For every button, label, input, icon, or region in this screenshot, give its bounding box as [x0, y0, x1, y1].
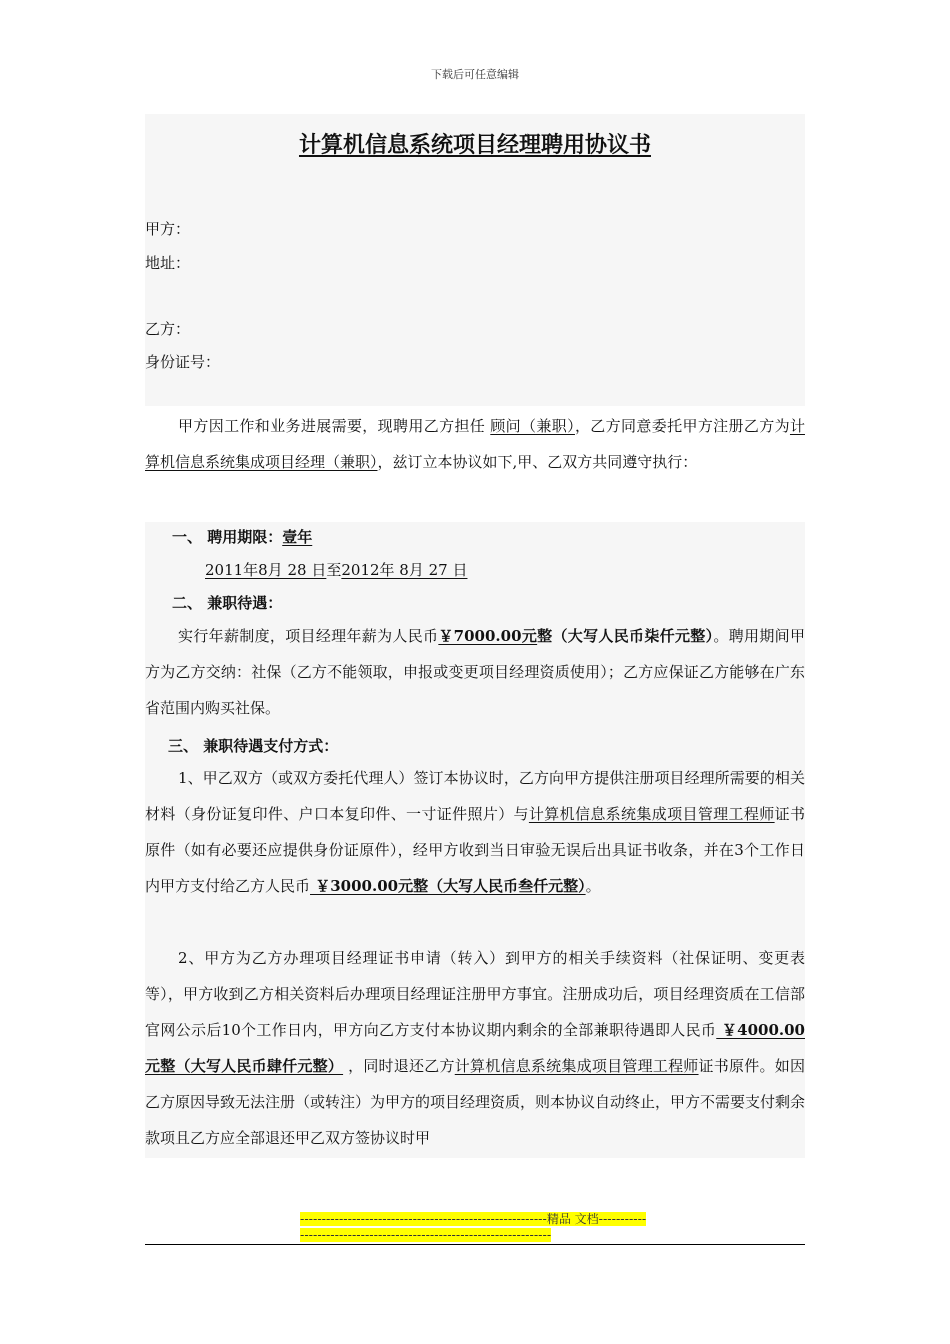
footer-watermark: ---------------------------------------------------------精品 文档--------------------------------------------------------------------- [300, 1212, 647, 1242]
position-title: 顾问（兼职） [490, 417, 575, 435]
intro-paragraph: 甲方因工作和业务进展需要，现聘用乙方担任 顾问（兼职），乙方同意委托甲方注册乙方为计算机信息系统集成项目经理（兼职），兹订立本协议如下,甲、乙双方共同遵守执行： [145, 417, 805, 471]
payment-clause-1: 1、甲乙双方（或双方委托代理人）签订本协议时，乙方向甲方提供注册项目经理所需要的相关材料（身份证复印件、户口本复印件、一寸证件照片）与计算机信息系统集成项目管理工程师证书原件（如有必要还应提供身份证原件），经甲方收到当日审验无误后出具证书收条，并在3个工作日内甲方支付给乙方人民币 ￥3000.00元整（大写人民币叁仟元整）。 [145, 769, 805, 895]
first-payment-amount: ￥3000.00元整（大写人民币叁仟元整） [310, 877, 586, 895]
payment-clause-2: 2、甲方为乙方办理项目经理证书申请（转入）到甲方的相关手续资料（社保证明、变更表等），甲方收到乙方相关资料后办理项目经理证注册甲方事宜。注册成功后，项目经理资质在工信部官网公示后10个工作日内，甲方向乙方支付本协议期内剩余的全部兼职待遇即人民币 ￥4000.00元整（大写人民币肆仟元整） ，同时退还乙方计算机信息系统集成项目管理工程师证书原件。如因乙方原因导致无法注册（或转注）为甲方的项目经理资质，则本协议自动终止，甲方不需要支付剩余款项且乙方应全部退还甲乙双方签协议时甲 [145, 949, 806, 1147]
id-number-label: 身份证号： [145, 353, 221, 371]
annual-salary-amount: ￥7000.00元 [438, 627, 538, 645]
header-note: 下载后可任意编辑 [431, 68, 519, 81]
section-1-heading: 一、 聘用期限：壹年 [172, 528, 313, 546]
period-end: 2012年 8月 27 日 [341, 561, 468, 579]
employment-term: 壹年 [282, 528, 313, 546]
section-2-heading: 二、 兼职待遇： [172, 594, 283, 612]
party-b-label: 乙方： [145, 320, 191, 338]
certificate-name: 计算机信息系统集成项目管理工程师 [528, 805, 775, 823]
party-a-label: 甲方： [145, 220, 191, 238]
certificate-name-2: 计算机信息系统集成项目管理工程师 [454, 1057, 699, 1075]
employment-period: 2011年8月 28 日至2012年 8月 27 日 [205, 561, 468, 579]
section-3-heading: 三、 兼职待遇支付方式： [168, 737, 339, 755]
remaining-payment-amount: ￥4000.00元整（大写人民币肆仟元整） [145, 1021, 805, 1075]
salary-paragraph: 实行年薪制度，项目经理年薪为人民币￥7000.00元整（大写人民币柒仟元整）。聘用期间甲方为乙方交纳：社保（乙方不能领取，申报或变更项目经理资质使用）；乙方应保证乙方能够在广东省范围内购买社保。 [145, 627, 805, 717]
period-start: 2011年8月 28 日 [205, 561, 327, 579]
registered-role: 计算机信息系统集成项目经理（兼职） [145, 417, 805, 471]
footer-rule [145, 1244, 805, 1245]
document-title: 计算机信息系统项目经理聘用协议书 [298, 133, 651, 158]
address-label: 地址： [145, 254, 191, 272]
